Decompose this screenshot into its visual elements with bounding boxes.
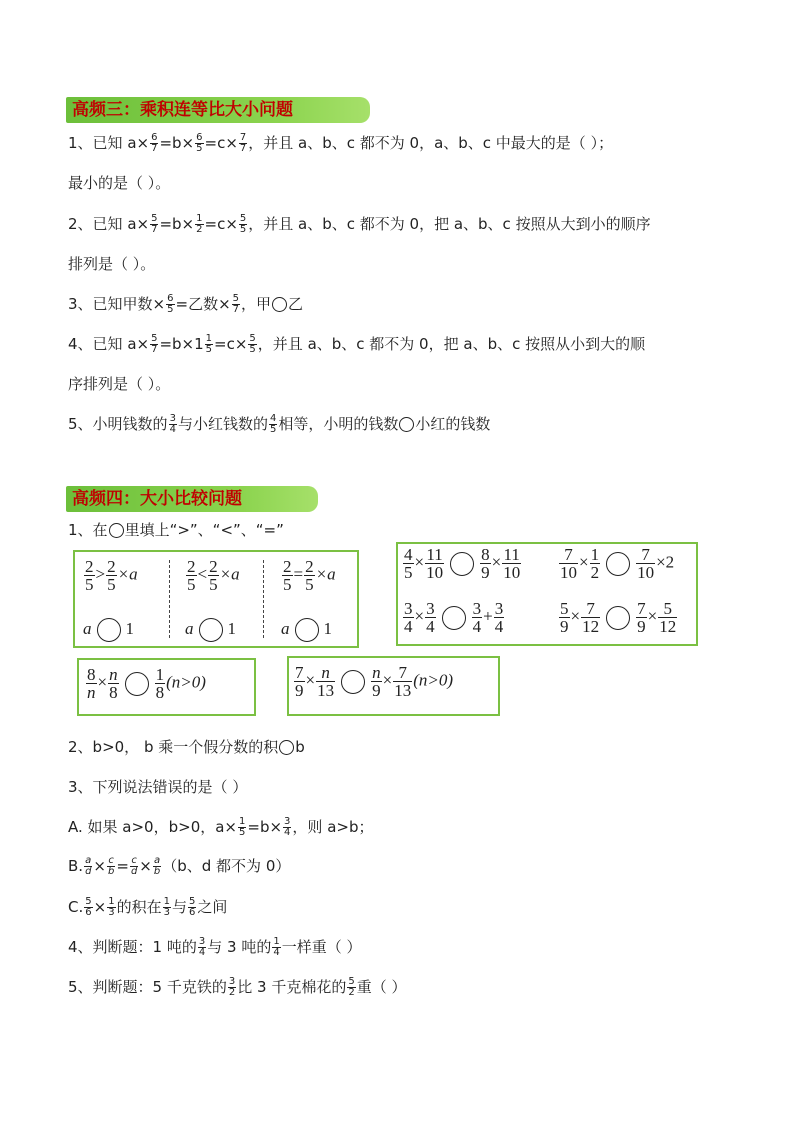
s3-q5: 5、小明钱数的 $\frac{3}{4}$ 与小红钱数的 $\frac{4}{5}$ 相等，小明的钱数 小红的钱数 xyxy=(68,413,491,435)
s3-q1-line2: 最小的是（ ）。 xyxy=(68,174,171,192)
comparison-box-1: $\frac{2}{5}$ > $\frac{2}{5}$ ×a a 1 $\frac{2}{5}$ < $\frac{2}{5}$ ×a a 1 $\frac{2}{5}$ = $\frac{2}{5}$ ×a a 1 xyxy=(73,550,359,648)
s3-q1: 1、已知 a× $\frac{6}{7}$ =b× $\frac{6}{5}$ =c× $\frac{7}{7}$ ，并且 a、b、c 都不为 0，a、b、c 中最大的是（ ）； xyxy=(68,132,614,154)
s4-q1: 1、在 里填上“>”、“<”、“=” xyxy=(68,521,284,539)
s4-q3-option-a: A. 如果 a>0，b>0，a× $\frac{1}{5}$ =b× $\frac{3}{4}$ ，则 a>b； xyxy=(68,816,374,838)
section-3-title: 高频三：乘积连等比大小问题 xyxy=(66,97,370,123)
s3-q4: 4、已知 a× $\frac{5}{7}$ =b×1 $\frac{1}{5}$ =c× $\frac{5}{5}$ ，并且 a、b、c 都不为 0，把 a、b、c 按照从小到大的顺 xyxy=(68,333,646,355)
s3-q4-line2: 序排列是（ ）。 xyxy=(68,375,171,393)
answer-circle[interactable] xyxy=(199,618,223,642)
fraction: $\frac{6}{5}$ xyxy=(196,132,203,154)
answer-circle[interactable] xyxy=(606,552,630,576)
section-4-title: 高频四：大小比较问题 xyxy=(66,486,318,512)
s4-q4: 4、判断题：1 吨的 $\frac{3}{4}$ 与 3 吨的 $\frac{1}{4}$ 一样重（ ） xyxy=(68,936,362,958)
answer-circle[interactable] xyxy=(341,670,365,694)
comparison-box-2: $\frac{4}{5}$ × $\frac{11}{10}$ $\frac{8}{9}$ × $\frac{11}{10}$ $\frac{7}{10}$ × $\frac{1}{2}$ $\frac{7}{10}$ ×2 $\frac{3}{4}$ × $\frac{3}{4}$ $\frac{3}{4}$ + $\frac{3}{4}$ $\frac{5}{9}$ × $\frac{7}{12}$ $\frac{7}{9}$ × $\frac{5}{12}$ xyxy=(396,542,698,646)
answer-circle[interactable] xyxy=(450,552,474,576)
circle-icon xyxy=(109,523,124,538)
answer-circle[interactable] xyxy=(606,606,630,630)
s3-q2: 2、已知 a× $\frac{5}{7}$ =b× $\frac{1}{2}$ =c× $\frac{5}{5}$ ，并且 a、b、c 都不为 0，把 a、b、c 按照从大到小的顺序 xyxy=(68,213,651,235)
comparison-box-3: $\frac{8}{n}$ × $\frac{n}{8}$ $\frac{1}{8}$ (n>0) xyxy=(77,658,256,716)
answer-circle[interactable] xyxy=(125,672,149,696)
answer-circle[interactable] xyxy=(399,417,414,432)
answer-circle[interactable] xyxy=(97,618,121,642)
s4-q3-option-b: B. $\frac{a}{d}$ × $\frac{c}{b}$ = $\frac{c}{d}$ × $\frac{a}{b}$ （b、d 都不为 0） xyxy=(68,855,291,877)
answer-circle[interactable] xyxy=(295,618,319,642)
s3-q2-line2: 排列是（ ）。 xyxy=(68,255,156,273)
fraction: $\frac{6}{7}$ xyxy=(151,132,158,154)
fraction: $\frac{7}{7}$ xyxy=(239,132,247,154)
s4-q2: 2、b>0， b 乘一个假分数的积 b xyxy=(68,738,305,756)
answer-circle[interactable] xyxy=(279,740,294,755)
comparison-box-4: $\frac{7}{9}$ × $\frac{n}{13}$ $\frac{n}{9}$ × $\frac{7}{13}$ (n>0) xyxy=(287,656,500,716)
answer-circle[interactable] xyxy=(442,606,466,630)
answer-circle[interactable] xyxy=(272,297,287,312)
s4-q3-option-c: C. $\frac{5}{6}$ × $\frac{1}{3}$ 的积在 $\frac{1}{3}$ 与 $\frac{5}{6}$ 之间 xyxy=(68,896,228,918)
s4-q5: 5、判断题：5 千克铁的 $\frac{3}{2}$ 比 3 千克棉花的 $\frac{5}{2}$ 重（ ） xyxy=(68,976,407,998)
s3-q3: 3、已知甲数× $\frac{6}{5}$ =乙数× $\frac{5}{7}$ ，甲 乙 xyxy=(68,293,304,315)
s4-q3: 3、下列说法错误的是（ ） xyxy=(68,778,248,796)
